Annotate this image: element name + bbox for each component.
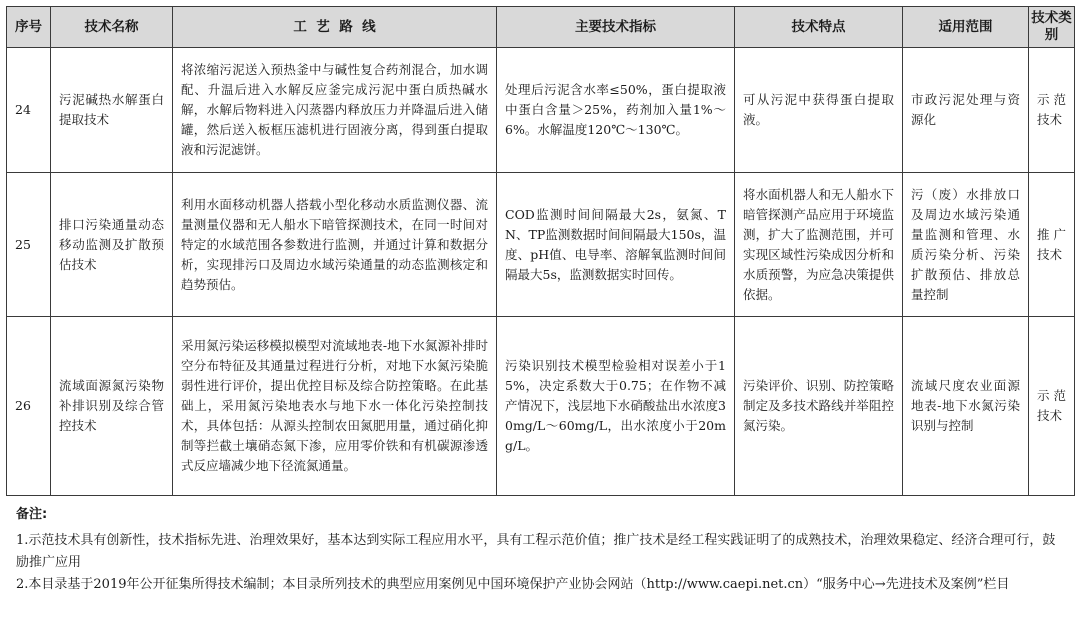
application-scope: 市政污泥处理与资源化 bbox=[903, 48, 1029, 173]
technology-category: 推广技术 bbox=[1029, 173, 1075, 317]
notes-section bbox=[16, 504, 1064, 596]
process-route: 将浓缩污泥送入预热釜中与碱性复合药剂混合，加水调配、升温后进入水解反应釜完成污泥中蛋白质热碱水解，水解后物料进入闪蒸器内释放压力并降温后进入储罐，然后送入板框压滤机进行固液分离，得到蛋白提取液和污泥滤饼。 bbox=[173, 48, 497, 173]
table-row bbox=[7, 317, 1075, 496]
row-number: 26 bbox=[7, 317, 51, 496]
technology-category: 示范技术 bbox=[1029, 317, 1075, 496]
technology-features: 污染评价、识别、防控策略制定及多技术路线并举阻控氮污染。 bbox=[735, 317, 903, 496]
application-scope: 污（废）水排放口及周边水域污染通量监测和管理、水质污染分析、污染扩散预估、排放总量控制 bbox=[903, 173, 1029, 317]
notes-title: 备注: bbox=[16, 507, 48, 522]
header-route: 工 艺 路 线 bbox=[173, 7, 497, 48]
header-name: 技术名称 bbox=[51, 7, 173, 48]
technology-name: 排口污染通量动态移动监测及扩散预估技术 bbox=[51, 173, 173, 317]
header-scope: 适用范围 bbox=[903, 7, 1029, 48]
application-scope: 流域尺度农业面源地表-地下水氮污染识别与控制 bbox=[903, 317, 1029, 496]
main-indicators: COD监测时间间隔最大2s，氨氮、TN、TP监测数据时间间隔最大150s，温度、pH值、电导率、溶解氧监测时间间隔最大5s，监测数据实时回传。 bbox=[497, 173, 735, 317]
header-no: 序号 bbox=[7, 7, 51, 48]
table-header-row bbox=[7, 7, 1075, 48]
row-number: 24 bbox=[7, 48, 51, 173]
technology-catalog-table bbox=[6, 6, 1075, 496]
row-number: 25 bbox=[7, 173, 51, 317]
note-item: 2.本目录基于2019年公开征集所得技术编制；本目录所列技术的典型应用案例见中国环境保护产业协会网站（http://www.caepi.net.cn）“服务中心→先进技术及案例”栏目 bbox=[16, 577, 1010, 592]
technology-name: 流域面源氮污染物补排识别及综合管控技术 bbox=[51, 317, 173, 496]
table-row bbox=[7, 48, 1075, 173]
technology-name: 污泥碱热水解蛋白提取技术 bbox=[51, 48, 173, 173]
main-indicators: 污染识别技术模型检验相对误差小于15%，决定系数大于0.75；在作物不减产情况下，浅层地下水硝酸盐出水浓度30mg/L～60mg/L，出水浓度小于20mg/L。 bbox=[497, 317, 735, 496]
technology-category: 示范技术 bbox=[1029, 48, 1075, 173]
note-item: 1.示范技术具有创新性，技术指标先进、治理效果好，基本达到实际工程应用水平，具有工程示范价值；推广技术是经工程实践证明了的成熟技术，治理效果稳定、经济合理可行，鼓励推广应用 bbox=[16, 533, 1056, 570]
header-indicator: 主要技术指标 bbox=[497, 7, 735, 48]
technology-features: 可从污泥中获得蛋白提取液。 bbox=[735, 48, 903, 173]
process-route: 利用水面移动机器人搭载小型化移动水质监测仪器、流量测量仪器和无人船水下暗管探测技术，在同一时间对特定的水域范围各参数进行监测，并通过计算和数据分析，实现排污口及周边水域污染通量的动态监测核定和趋势预估。 bbox=[173, 173, 497, 317]
process-route: 采用氮污染运移模拟模型对流域地表-地下水氮源补排时空分布特征及其通量过程进行分析，对地下水氮污染脆弱性进行评价，提出优控目标及综合防控策略。在此基础上，采用氮污染地表水与地下水一体化污染控制技术，具体包括：从源头控制农田氮肥用量，通过硝化抑制等拦截土壤硝态氮下渗，应用零价铁和有机碳源渗透式反应墙减少地下径流氮通量。 bbox=[173, 317, 497, 496]
technology-features: 将水面机器人和无人船水下暗管探测产品应用于环境监测，扩大了监测范围，并可实现区域性污染成因分析和水质预警，为应急决策提供依据。 bbox=[735, 173, 903, 317]
header-category: 技术类别 bbox=[1029, 7, 1075, 48]
table-row bbox=[7, 173, 1075, 317]
header-feature: 技术特点 bbox=[735, 7, 903, 48]
main-indicators: 处理后污泥含水率≤50%，蛋白提取液中蛋白含量＞25%，药剂加入量1%～6%。水解温度120℃～130℃。 bbox=[497, 48, 735, 173]
